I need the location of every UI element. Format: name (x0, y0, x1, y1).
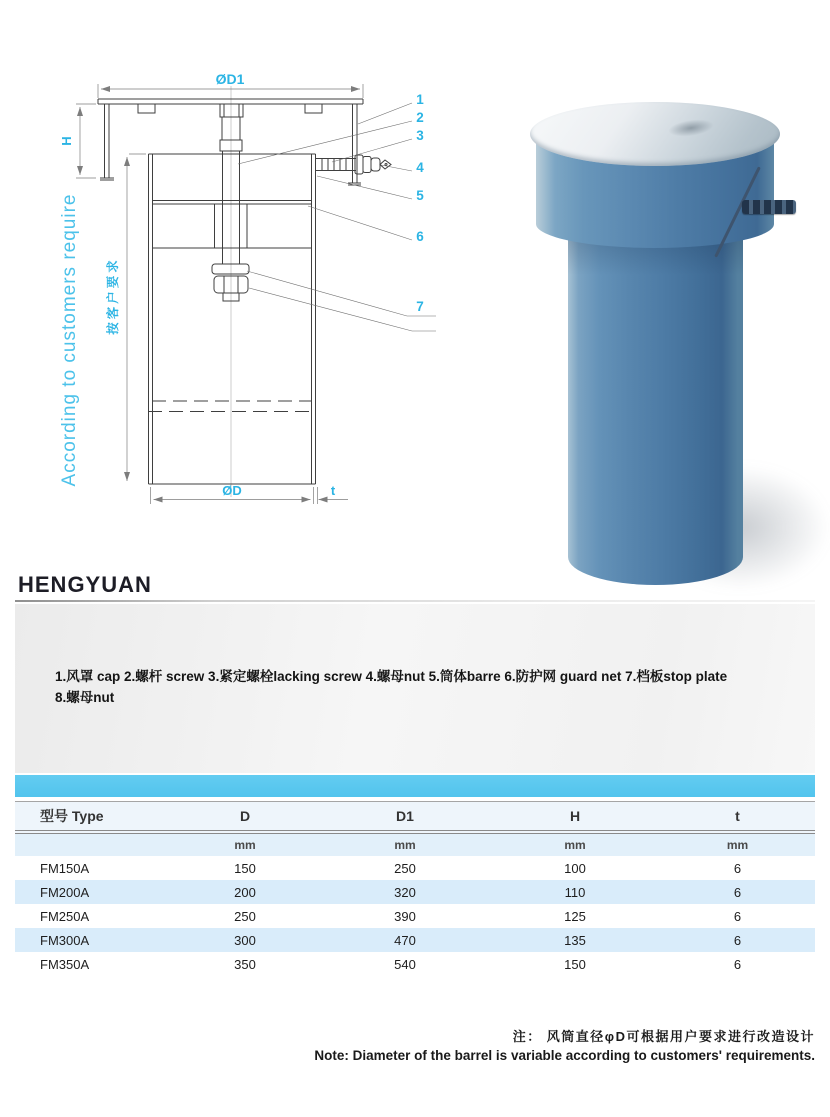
photo-side-screw (742, 200, 796, 214)
units-cell-d1: mm (394, 838, 416, 852)
cell-h: 150 (564, 956, 586, 972)
cell-type: FM200A (40, 884, 90, 900)
cell-type: FM150A (40, 860, 90, 876)
table-accent-bar (15, 775, 815, 797)
brand-underline (15, 600, 815, 602)
cell-d: 350 (234, 956, 256, 972)
center-screw-geometry (220, 104, 243, 264)
cell-d1: 320 (394, 884, 416, 900)
column-header-d: D (239, 808, 251, 824)
parts-list (55, 666, 755, 708)
callout-7: 7 (416, 299, 424, 314)
cell-h: 135 (564, 932, 586, 948)
cell-t: 6 (733, 956, 742, 972)
bottom-nut-geometry (212, 264, 249, 301)
table-row (15, 880, 815, 904)
dim-label-d: ØD (222, 483, 242, 498)
cell-h: 125 (564, 908, 586, 924)
barrel-geometry (149, 154, 316, 484)
vertical-note-english: According to customers require (59, 193, 80, 487)
cell-h: 100 (564, 860, 586, 876)
cell-d: 200 (234, 884, 256, 900)
cell-t: 6 (733, 908, 742, 924)
units-cell-h: mm (564, 838, 586, 852)
table-row (15, 904, 815, 928)
column-header-t: t (735, 808, 740, 824)
callout-4: 4 (416, 160, 424, 175)
vertical-note-chinese: 按客户要求 (106, 257, 120, 335)
table-row (15, 928, 815, 952)
cell-type: FM350A (40, 956, 90, 972)
technical-drawing-svg (0, 0, 470, 570)
callout-3: 3 (416, 128, 424, 143)
dashed-joint-lines (148, 401, 316, 412)
callout-1: 1 (416, 92, 424, 107)
callout-leaders (238, 103, 436, 331)
cell-d1: 540 (394, 956, 416, 972)
table-row (15, 856, 815, 880)
callout-6: 6 (416, 229, 424, 244)
cell-d: 250 (234, 908, 256, 924)
units-cell-d: mm (234, 838, 256, 852)
cell-d1: 390 (394, 908, 416, 924)
column-header-h: H (569, 808, 581, 824)
note-chinese: 注： 风筒直径φD可根据用户要求进行改造设计 (512, 1029, 815, 1044)
product-photo (500, 50, 812, 565)
column-header-d1: D1 (396, 808, 414, 824)
callout-5: 5 (416, 188, 424, 203)
column-header-type: 型号 Type (40, 808, 104, 824)
spec-table (15, 801, 815, 976)
cell-type: FM250A (40, 908, 90, 924)
cell-d: 150 (234, 860, 256, 876)
cell-type: FM300A (40, 932, 90, 948)
parts-list-line2: 8.螺母nut (55, 690, 115, 705)
cell-h: 110 (564, 884, 586, 900)
cell-t: 6 (733, 860, 742, 876)
cell-d: 300 (234, 932, 256, 948)
photo-cap-top (530, 102, 780, 166)
parts-list-line1: 1.风罩 cap 2.螺杆 screw 3.紧定螺栓lacking screw 4.螺母nut 5.筒体barre 6.防护网 guard net 7.档板stop plate (55, 669, 728, 684)
parts-panel (15, 604, 815, 773)
dim-label-t: t (330, 483, 336, 498)
table-units-row (15, 834, 815, 856)
table-header-row (15, 801, 815, 834)
cap-geometry (98, 99, 363, 185)
cell-d1: 470 (394, 932, 416, 948)
dim-label-h: H (59, 136, 74, 146)
cell-t: 6 (733, 884, 742, 900)
callout-2: 2 (416, 110, 424, 125)
units-cell-t: mm (726, 838, 749, 852)
technical-drawing (0, 0, 470, 570)
footer-notes (314, 1026, 815, 1063)
cell-t: 6 (733, 932, 742, 948)
note-english: Note: Diameter of the barrel is variable according to customers' requirements. (314, 1048, 815, 1063)
brand-title: HENGYUAN (18, 572, 152, 597)
side-screw-geometry (316, 155, 391, 174)
cell-d1: 250 (394, 860, 416, 876)
table-row (15, 952, 815, 976)
dim-label-d1: ØD1 (215, 71, 245, 87)
